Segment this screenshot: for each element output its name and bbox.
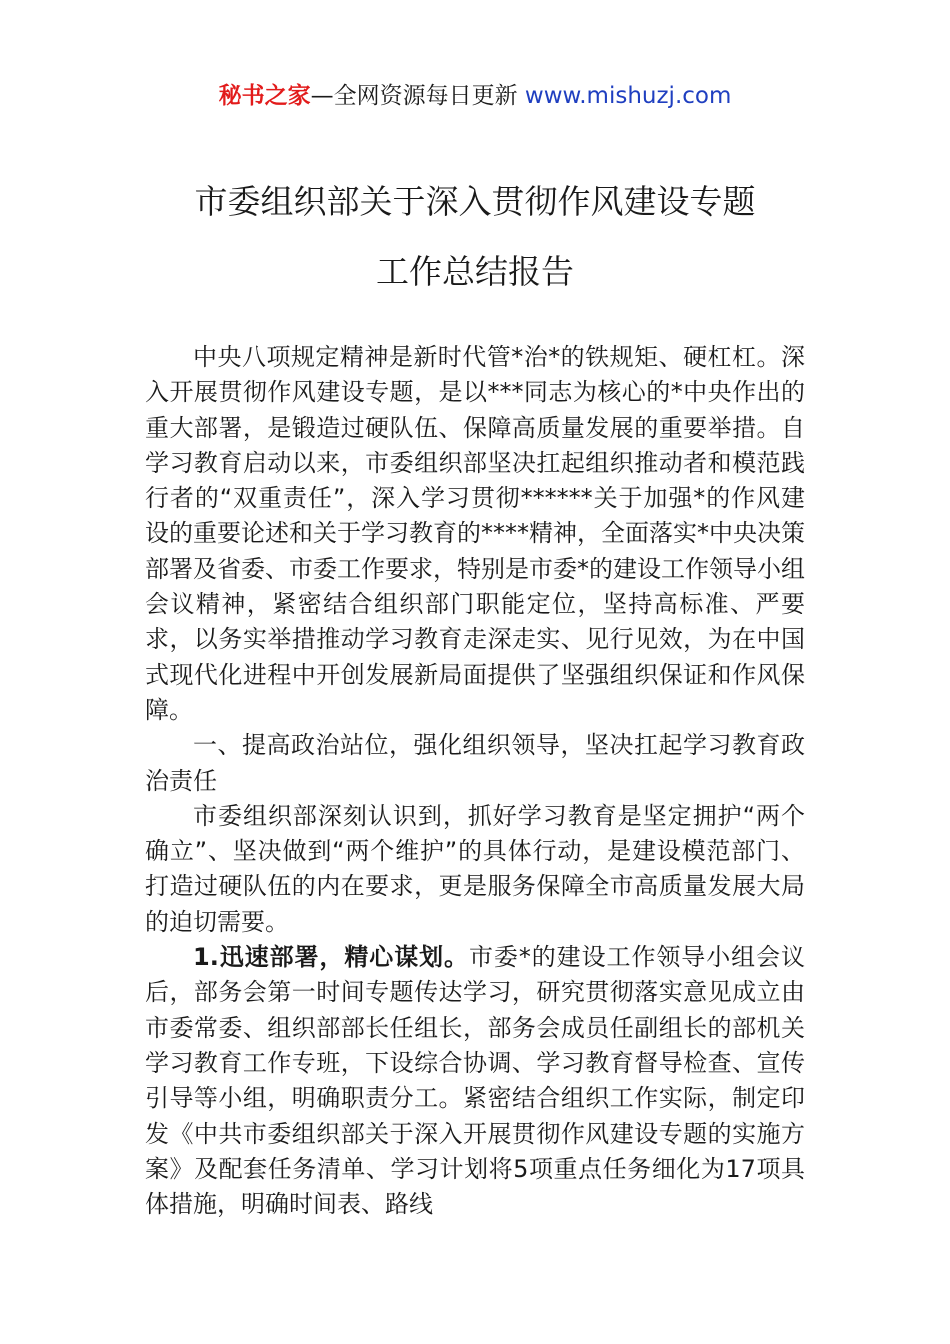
document-title-line-1: 市委组织部关于深入贯彻作风建设专题 — [194, 182, 756, 221]
item-1-text: 市委*的建设工作领导小组会议后，部务会第一时间专题传达学习，研究贯彻落实意见成立由市委常委、组织部部长任组长，部务会成员任副组长的部机关学习教育工作专班，下设综合协调、学习教育督导检查、宣传引导等小组，明确职责分工。紧密结合组织工作实际，制定印发《中共市委组织部关于深入开展贯彻作风建设专题的实施方案》及配套任务清单、学习计划将5项重点任务细化为17项具体措施，明确时间表、路线 — [145, 943, 805, 1219]
item-1-heading: 1.迅速部署，精心谋划。 — [193, 943, 469, 972]
site-header — [0, 78, 950, 114]
site-url-link[interactable]: www.mishuzj.com — [524, 83, 732, 109]
section-paragraph: 市委组织部深刻认识到，抓好学习教育是坚定拥护“两个确立”、坚决做到“两个维护”的具体行动，是建设模范部门、打造过硬队伍的内在要求，更是服务保障全市高质量发展大局的迫切需要。 — [145, 801, 805, 936]
document-body — [145, 340, 805, 1222]
site-tagline: —全网资源每日更新 — [310, 83, 525, 109]
intro-paragraph: 中央八项规定精神是新时代管*治*的铁规矩、硬杠杠。深入开展贯彻作风建设专题，是以***同志为核心的*中央作出的重大部署，是锻造过硬队伍、保障高质量发展的重要举措。自学习教育启动以来，市委组织部坚决扛起组织推动者和模范践行者的“双重责任”，深入学习贯彻******关于加强*的作风建设的重要论述和关于学习教育的****精神，全面落实*中央决策部署及省委、市委工作要求，特别是市委*的建设工作领导小组会议精神，紧密结合组织部门职能定位，坚持高标准、严要求，以务实举措推动学习教育走深走实、见行见效，为在中国式现代化进程中开创发展新局面提供了坚强组织保证和作风保障。 — [145, 343, 805, 724]
item-1-paragraph — [145, 940, 805, 1222]
section-heading: 一、提高政治站位，强化组织领导，坚决扛起学习教育政治责任 — [145, 731, 805, 795]
site-brand: 秘书之家 — [218, 83, 311, 109]
document-title-line-2: 工作总结报告 — [376, 252, 574, 291]
